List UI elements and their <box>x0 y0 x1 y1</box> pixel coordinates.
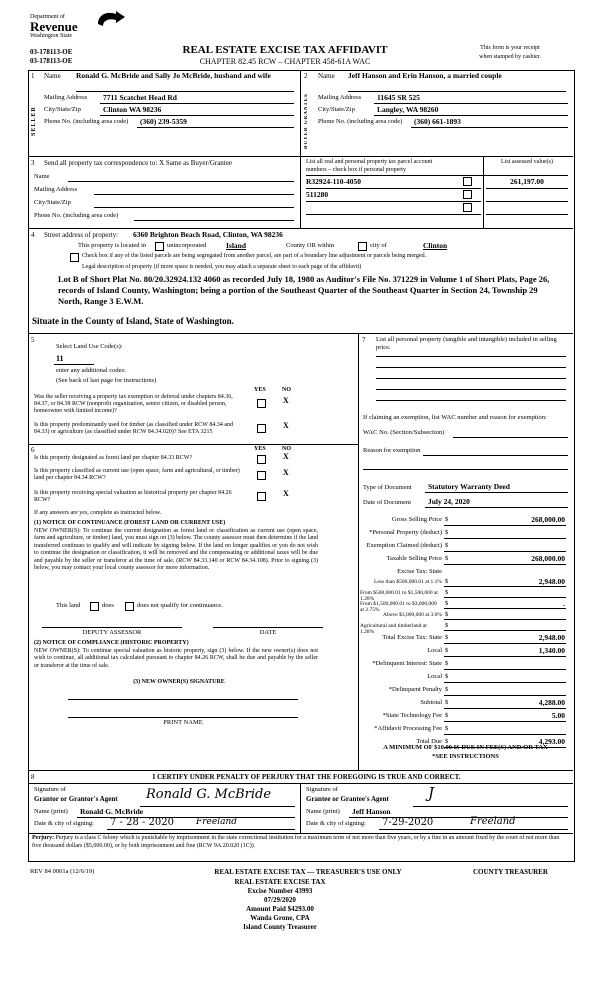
tax-line-17-sym: $ <box>445 725 449 732</box>
buyer-side-label: BUYER GRANTEE <box>304 92 309 150</box>
assessed-header: List assessed value(s) <box>501 159 553 165</box>
assessed-line-2[interactable] <box>486 214 568 215</box>
tax-lines <box>360 514 570 749</box>
assessor-date-line[interactable] <box>213 627 323 628</box>
situate-text: Situate in the County of Island, State of Washington. <box>32 316 234 326</box>
tax-line-15-sym: $ <box>445 699 449 706</box>
box5-landuse-label: Select Land Use Code(s): <box>56 343 123 350</box>
grantor-name-label: Name (print) <box>34 808 68 815</box>
box3-instruction: Send all property tax correspondence to: X Same as Buyer/Grantee <box>44 159 232 167</box>
dept-line2: Revenue <box>30 19 78 34</box>
tax-line-4 <box>360 566 570 577</box>
personal-prop-line-4[interactable] <box>376 389 566 390</box>
unincorporated-checkbox[interactable] <box>155 242 164 252</box>
tax-line-10-label: Total Excise Tax: State <box>382 634 442 641</box>
box6-q2-no-answer[interactable]: X <box>283 468 289 477</box>
box8-number: 8 <box>31 773 35 781</box>
tax-line-2-label: Exemption Claimed (deduct) <box>366 542 442 549</box>
box4-located-label: This property is located in <box>78 242 147 249</box>
form-number-1: 03-178113-OE <box>30 48 73 56</box>
grantor-sig-label2: Grantor or Grantor's Agent <box>34 795 118 803</box>
grantee-name-label: Name (print) <box>306 808 340 815</box>
box5-q1-yes-checkbox[interactable] <box>257 399 266 409</box>
buyer-citystate[interactable]: Langley, WA 98260 <box>377 105 439 114</box>
seller-side-label: SELLER <box>31 106 37 136</box>
box6-q1-yes-checkbox[interactable] <box>257 455 266 465</box>
footer-rev: REV 84 0001a (12/6/19) <box>30 868 95 875</box>
tax-line-3-label: Taxable Selling Price <box>386 555 442 562</box>
stamp-line-3: Amount Paid $4293.00 <box>246 905 314 913</box>
tax-line-3 <box>360 553 570 566</box>
tax-line-11-sym: $ <box>445 647 449 654</box>
box4-city-of-label: city of <box>370 242 387 249</box>
tax-line-13 <box>360 671 570 684</box>
tax-line-13-sym: $ <box>445 673 449 680</box>
buyer-phone[interactable]: (360) 661-1893 <box>414 117 461 126</box>
buyer-name[interactable]: Jeff Hanson and Erin Hanson, a married couple <box>348 71 502 80</box>
print-name-label: PRINT NAME <box>163 719 203 726</box>
does-not-label: does not qualify for continuance. <box>137 602 223 609</box>
box3-number: 3 <box>31 159 35 167</box>
box4-street[interactable]: 6360 Brighton Beach Road, Clinton, WA 98236 <box>133 230 283 239</box>
wac-line[interactable] <box>453 437 568 438</box>
box6-no-header: NO <box>282 446 291 452</box>
tax-line-17 <box>360 723 570 736</box>
tax-line-10 <box>360 632 570 645</box>
box5-question-2: Is this property predominantly used for timber (as classified under RCW 84.34 and 84.33) or agriculture (as classified under RCW 84.34.020)? See ETA 3215 <box>34 422 234 435</box>
legal-description: Lot B of Short Plat No. 80/20.32924.132 4060 as recorded July 18, 1980 as Auditor's File No. 371229 in Volume 1 of Short Plats, Page 26, records of Island County, Washington; being a portion of the Southeast Quarter of the Southeast Quarter in Section 24, Township 29 North, Range 3 E.W.M. <box>58 274 550 306</box>
box5-no-header: NO <box>282 387 291 393</box>
grantee-name[interactable]: Jeff Hanson <box>352 807 391 816</box>
box5-yes-header: YES <box>254 387 266 393</box>
grantor-date[interactable]: 7 - 28 - 2020 <box>110 817 175 828</box>
see-instructions-note: *SEE INSTRUCTIONS <box>432 753 499 760</box>
box5-see-back: (See back of last page for instructions) <box>56 377 157 384</box>
tax-line-2 <box>360 540 570 553</box>
box4-city-name[interactable]: Clinton <box>423 241 448 250</box>
box4-number: 4 <box>31 231 35 239</box>
stamp-line-5: Island County Treasurer <box>243 923 317 931</box>
buyer-mailing-label: Mailing Address <box>318 94 362 101</box>
tax-line-7 <box>360 599 570 613</box>
parcel-personal-checkbox-0[interactable] <box>463 177 472 187</box>
tax-line-2-sym: $ <box>445 542 449 549</box>
box6-q3-yes-checkbox[interactable] <box>257 492 266 502</box>
seller-name[interactable]: Ronald G. McBride and Sally Jo McBride, husband and wife <box>76 71 271 80</box>
box6-question-2: Is this property classified as current use (open space, farm and agricultural, or timber) land per chapter 84.34 RCW? <box>34 468 240 481</box>
grantor-name[interactable]: Ronald G. McBride <box>80 807 144 816</box>
box5-q1-no-answer[interactable]: X <box>283 396 289 405</box>
box4-unincorporated-label: unincorporated <box>167 242 207 249</box>
stamp-line-1: Excise Number 43993 <box>247 887 313 895</box>
box4-street-label: Street address of property: <box>44 231 119 239</box>
notice3-title: (3) NEW OWNER(S) SIGNATURE <box>133 679 225 685</box>
does-not-qualify-checkbox[interactable] <box>125 602 134 612</box>
tax-line-9-label: Agricultural and timberland at 1.28% <box>360 623 427 635</box>
box7-number: 7 <box>362 336 366 344</box>
doc-type-label: Type of Document <box>363 484 412 491</box>
parcel-header-line2: numbers – check box if personal property <box>306 166 406 173</box>
seller-box-number: 1 <box>31 72 35 80</box>
personal-prop-line-3[interactable] <box>376 378 566 379</box>
parcel-header <box>306 159 481 174</box>
perjury-label: Perjury: <box>32 835 54 841</box>
box6-question-1: Is this property designated as forest land per chapter 84.33 RCW? <box>34 455 193 461</box>
tax-line-9-sym: $ <box>445 622 449 629</box>
tax-line-14-sym: $ <box>445 686 449 693</box>
tax-line-6 <box>360 588 570 602</box>
tax-line-10-value[interactable]: 2,948.00 <box>538 633 565 642</box>
grantee-city[interactable]: Freeland <box>470 816 516 827</box>
box6-q1-no-answer[interactable]: X <box>283 452 289 461</box>
tax-line-0-label: Gross Selling Price <box>391 516 442 523</box>
treasurer-stamp <box>165 878 395 932</box>
tax-line-4-label: Excise Tax: State <box>397 568 442 575</box>
segregated-checkbox[interactable] <box>70 253 79 263</box>
personal-prop-line-1[interactable] <box>376 356 566 357</box>
tax-line-7-value[interactable]: . <box>563 599 565 608</box>
seller-citystate-label: City/State/Zip <box>44 106 81 113</box>
form-number-2: 03-178113-OE <box>30 57 73 65</box>
seller-mailing-label: Mailing Address <box>44 94 88 101</box>
doc-date-label: Date of Document <box>363 499 412 506</box>
deputy-assessor-label: DEPUTY ASSESSOR <box>82 629 142 636</box>
parcel-line-2[interactable] <box>306 214 481 215</box>
stamp-line-4: Wanda Grone, CPA <box>250 914 310 922</box>
personal-prop-line-5[interactable] <box>376 400 566 401</box>
city-checkbox[interactable] <box>358 242 367 252</box>
box3-phone-label: Phone No. (including area code) <box>34 212 119 219</box>
print-name-line[interactable] <box>68 717 298 718</box>
box3-mailing-line[interactable] <box>94 194 294 195</box>
box3-mailing-label: Mailing Address <box>34 186 78 193</box>
tax-line-10-sym: $ <box>445 634 449 641</box>
reason-line-2[interactable] <box>363 469 568 470</box>
page-title: REAL ESTATE EXCISE TAX AFFIDAVIT <box>182 44 388 56</box>
deputy-assessor-line[interactable] <box>42 627 182 628</box>
perjury-text: Perjury is a class C felony which is punishable by imprisonment in the state correctional institution for a maximum term of not more than five years, or by a fine in an amount fixed by the court of not more than five thousand dollars ($5,000.00), or by both imprisonment and fine (RCW 9A.20.020 (1C)). <box>32 835 560 849</box>
box6-number: 6 <box>31 446 35 454</box>
box3-citystate-label: City/State/Zip <box>34 199 71 206</box>
box5-question-1: Was the seller receiving a property tax exemption or deferral under chapters 84.36, 84.37, or 84.38 RCW (nonprofit organization, senior citizen, or disabled person, homeowner with limited income)? <box>34 394 233 414</box>
box5-landuse-code[interactable]: 11 <box>56 354 64 363</box>
grantee-sig-label2: Grantee or Grantee's Agent <box>306 795 389 803</box>
box6-q3-no-answer[interactable]: X <box>283 489 289 498</box>
tax-line-5-value[interactable]: 2,948.00 <box>538 577 565 586</box>
reason-line-1[interactable] <box>423 455 568 456</box>
tax-line-15-value[interactable]: 4,288.00 <box>538 698 565 707</box>
buyer-mailing[interactable]: 11645 SR 525 <box>377 93 420 102</box>
does-label: does <box>102 602 114 609</box>
tax-line-18-label: Total Due <box>416 738 442 745</box>
seller-phone-label: Phone No. (including area code) <box>44 118 129 125</box>
tax-line-7-label: From $1,500,000.01 to $3,000,000 at 2.75% <box>360 601 437 613</box>
tax-line-16-label: *State Technology Fee <box>382 712 442 719</box>
notice2-body: NEW OWNER(S): To continue special valuation as historic property, sign (3) below. If the new owner(s) does not wish to continue, all additional tax calculated pursuant to chapter 84.26 RCW, shall be due and payable by the seller or transferor at the time of sale. <box>34 648 318 669</box>
tax-line-18-value[interactable]: 4,293.00 <box>538 737 565 746</box>
grantor-city[interactable]: Freeland <box>196 817 238 827</box>
tax-line-0-sym: $ <box>445 516 449 523</box>
grantee-signature[interactable]: J <box>428 784 435 802</box>
box6-q2-yes-checkbox[interactable] <box>257 471 266 481</box>
tax-line-3-value[interactable]: 268,000.00 <box>531 554 565 563</box>
tax-line-12-label: *Delinquent Interest: State <box>372 660 442 667</box>
tax-line-9 <box>360 621 570 635</box>
box7-personal-prop-label: List all personal property (tangible and intangible) included in selling price. <box>376 336 557 351</box>
box5-additional-codes-label: enter any additional codes: <box>56 367 126 374</box>
parcel-number-1[interactable]: 511280 <box>306 190 329 199</box>
tax-line-6-sym: $ <box>445 589 449 596</box>
perjury-block <box>32 835 568 850</box>
parcel-personal-checkbox-2[interactable] <box>463 203 472 213</box>
box4-segregated-note: Check box if any of the listed parcels are being segregated from another parcel, are part of a boundary line adjustment or parcels being merged. <box>82 253 427 259</box>
certify-text: I CERTIFY UNDER PENALTY OF PERJURY THAT THE FOREGOING IS TRUE AND CORRECT. <box>152 773 461 781</box>
parties-section <box>28 70 573 156</box>
tax-line-7-sym: $ <box>445 600 449 607</box>
tax-line-17-label: *Affidavit Processing Fee <box>374 725 442 732</box>
tax-line-1 <box>360 527 570 540</box>
parcel-header-line1: List all real and personal property tax parcel account <box>306 159 433 165</box>
buyer-citystate-label: City/State/Zip <box>318 106 355 113</box>
tax-line-14-label: *Delinquent Penalty <box>388 686 442 693</box>
minimum-note: A MINIMUM OF $10.00 IS DUE IN FEE(S) AND/OR TAX <box>383 744 548 751</box>
seller-mailing[interactable]: 7711 Scatchet Head Rd <box>103 93 177 102</box>
assessed-value-0[interactable]: 261,197.00 <box>510 177 544 186</box>
tax-line-6-label: From $500,000.01 to $1,500,000 at 1.28% <box>360 590 438 602</box>
receipt-note-2: when stamped by cashier. <box>479 54 541 60</box>
box3-name-label: Name <box>34 173 50 180</box>
box4-county-name[interactable]: Island <box>226 241 247 250</box>
tax-line-13-label: Local <box>427 673 442 680</box>
box6-instruct: If any answers are yes, complete as instructed below. <box>34 510 162 516</box>
tax-line-16-value[interactable]: 5.00 <box>551 711 565 720</box>
tax-line-1-sym: $ <box>445 529 449 536</box>
tax-line-1-label: *Personal Property (deduct) <box>369 529 442 536</box>
doc-type-value[interactable]: Statutory Warranty Deed <box>428 482 510 491</box>
situate-row <box>28 313 573 333</box>
parcel-number-0[interactable]: R32924-110-4050 <box>306 177 361 186</box>
tax-line-12 <box>360 658 570 671</box>
this-land-label: This land <box>56 602 81 609</box>
box5-7-section <box>28 333 573 771</box>
tax-line-5-label: Less than $500,000.01 at 1.1% <box>374 579 442 585</box>
doc-date-value[interactable]: July 24, 2020 <box>428 497 470 506</box>
grantor-sig-label: Signature of <box>34 786 66 793</box>
box5-number: 5 <box>31 336 35 344</box>
tax-line-18-sym: $ <box>445 738 449 745</box>
box6-yes-header: YES <box>254 446 266 452</box>
box4-county-or-label: County OR within <box>286 242 335 249</box>
dor-logo <box>30 14 150 39</box>
box3-section <box>28 156 573 229</box>
box6-question-3: Is this property receiving special valuation as historical property per chapter 84.26 RCW? <box>34 490 232 503</box>
buyer-box-number: 2 <box>304 72 308 80</box>
dept-line1: Department of <box>30 14 65 20</box>
grantee-sig-label: Signature of <box>306 786 338 793</box>
tax-line-16 <box>360 710 570 723</box>
dor-logo-mark <box>96 10 126 34</box>
tax-line-11-label: Local <box>427 647 442 654</box>
receipt-note-1: This form is your receipt <box>480 45 540 51</box>
notice2-title: (2) NOTICE OF COMPLIANCE (HISTORIC PROPERTY) <box>34 640 189 646</box>
tax-line-8-sym: $ <box>445 611 449 618</box>
notice1-title: (1) NOTICE OF CONTINUANCE (FOREST LAND OR CURRENT USE) <box>34 520 226 526</box>
seller-citystate[interactable]: Clinton WA 98236 <box>103 105 162 114</box>
page-subtitle: CHAPTER 82.45 RCW – CHAPTER 458-61A WAC <box>199 57 371 66</box>
personal-prop-line-2[interactable] <box>376 367 566 368</box>
tax-line-0-value[interactable]: 268,000.00 <box>531 515 565 524</box>
stamp-line-0: REAL ESTATE EXCISE TAX <box>234 878 326 886</box>
box7-exemption-label: If claiming an exemption, list WAC number and reason for exemption: <box>363 414 547 421</box>
tax-line-11-value[interactable]: 1,340.00 <box>538 646 565 655</box>
tax-line-8 <box>360 610 570 621</box>
tax-line-5 <box>360 577 570 588</box>
box4-legal-note: Legal description of property (if more space is needed, you may attach a separate sheet to each page of the affidavit) <box>82 264 362 270</box>
wac-label: WAC No. (Section/Subsection) <box>363 429 445 436</box>
tax-line-15-label: Subtotal <box>420 699 442 706</box>
does-qualify-checkbox[interactable] <box>90 602 99 612</box>
grantor-date-label: Date & city of signing: <box>34 820 94 827</box>
seller-phone[interactable]: (360) 239-5359 <box>140 117 187 126</box>
tax-line-14 <box>360 684 570 697</box>
grantee-date[interactable]: 7-29-2020 <box>382 817 434 828</box>
buyer-phone-label: Phone No. (including area code) <box>318 118 403 125</box>
tax-line-3-sym: $ <box>445 555 449 562</box>
footer-county-treasurer: COUNTY TREASURER <box>473 868 548 876</box>
tax-line-8-label: Above $3,000,000 at 3.0% <box>383 612 442 618</box>
box3-name-line[interactable] <box>68 181 294 182</box>
tax-line-15 <box>360 697 570 710</box>
buyer-name-label: Name <box>318 72 335 80</box>
reason-label: Reason for exemption <box>363 447 421 454</box>
box3-citystate-line[interactable] <box>94 207 294 208</box>
tax-line-5-sym: $ <box>445 578 449 585</box>
grantee-date-label: Date & city of signing: <box>306 820 366 827</box>
tax-line-16-sym: $ <box>445 712 449 719</box>
notice1-body: NEW OWNER(S): To continue the current designation as forest land or classification as current use (open space, farm and agriculture, or timber) land, you must sign on (3) below. The county assessor must then determine if the land transferred continues to qualify and will indicate by signing below. If the land no longer qualifies or you do not wish to continue the designation or classification, it will be removed and the compensating or additional taxes will be due and payable by the seller or transferor at the time of sale. (RCW 84.33.140 or RCW 84.34.108). Prior to signing (3) below, you may contact your local county assessor for more information. <box>34 528 318 572</box>
tax-line-0 <box>360 514 570 527</box>
tax-line-11 <box>360 645 570 658</box>
grantor-signature[interactable]: Ronald G. McBride <box>146 787 272 802</box>
box5-q2-no-answer[interactable]: X <box>283 421 289 430</box>
box3-phone-line[interactable] <box>134 220 294 221</box>
new-owner-signature-line[interactable] <box>68 699 298 700</box>
box8-section <box>28 770 573 861</box>
assessor-date-label: DATE <box>259 629 277 636</box>
seller-name-label: Name <box>44 72 61 80</box>
box4-section <box>28 228 573 314</box>
box5-q2-yes-checkbox[interactable] <box>257 424 266 434</box>
footer-treasurer-use: REAL ESTATE EXCISE TAX — TREASURER'S USE ONLY <box>214 868 402 876</box>
dept-line3: Washington State <box>30 33 73 39</box>
stamp-line-2: 07/29/2020 <box>264 896 296 904</box>
parcel-personal-checkbox-1[interactable] <box>463 190 472 200</box>
tax-line-12-sym: $ <box>445 660 449 667</box>
